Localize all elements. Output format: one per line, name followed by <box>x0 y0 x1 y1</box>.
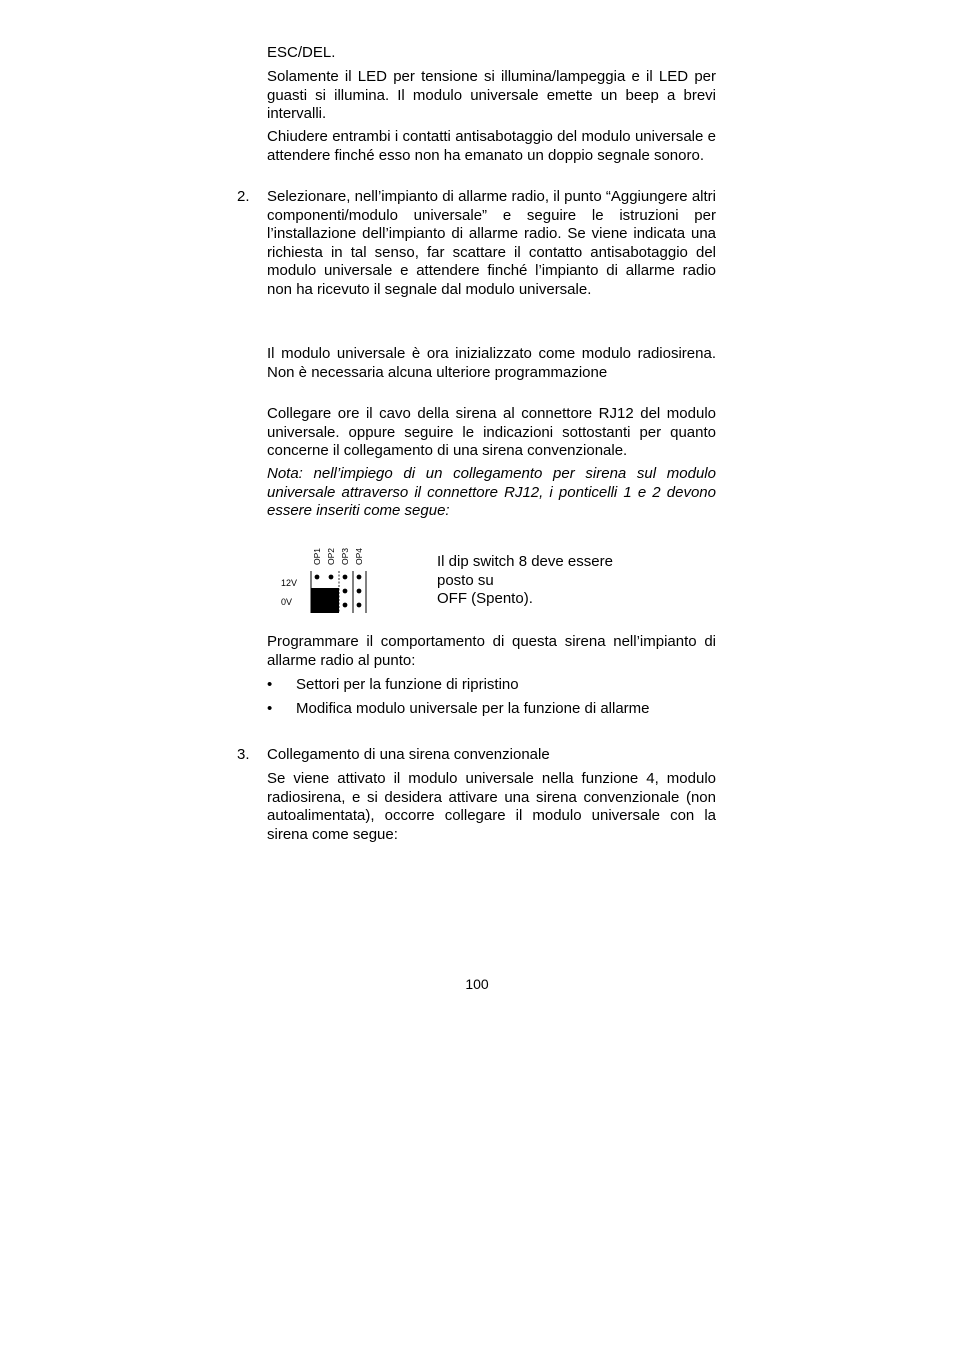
step-3-title: Collegamento di una sirena convenzionale <box>267 746 550 763</box>
esc-del-text: ESC/DEL. <box>267 44 336 61</box>
program-paragraph: Programmare il comportamento di questa sirena nell’impianto di allarme radio al punto: <box>267 633 716 669</box>
jumper-label-op3: OP3 <box>340 547 350 565</box>
note-paragraph: Nota: nell’impiego di un collegamento per sirena sul modulo universale attraverso il connettore RJ12, i ponticelli 1 e 2 devono essere inseriti come segue: <box>267 465 716 519</box>
dip-note-line-3: OFF (Spento). <box>437 590 533 607</box>
initialized-paragraph: Il modulo universale è ora inizializzato come modulo radiosirena. Non è necessaria alcuna ulteriore programmazione <box>267 345 716 381</box>
step-2-number: 2. <box>237 188 250 205</box>
step-2-paragraph: Selezionare, nell’impianto di allarme radio, il punto “Aggiungere altri componenti/modulo universale” e seguire le istruzioni per l’installazione dell’impianto di allarme radio. Se viene indicata una richiesta in tal senso, far scattare il contatto antisabotaggio del modulo universale e attendere finché l’impianto di allarme radio non ha ricevuto il segnale dal modulo universale. <box>267 188 716 298</box>
row-label-0v: 0V <box>281 597 293 607</box>
dip-switch-note <box>437 553 677 609</box>
bullet-item-allarme: Modifica modulo universale per la funzione di allarme <box>296 700 650 717</box>
bullet-icon: • <box>267 700 273 717</box>
jumper-label-op1: OP1 <box>312 547 322 565</box>
page-number: 100 <box>465 976 489 992</box>
jumper-label-op4: OP4 <box>354 547 364 565</box>
dip-note-line-1: Il dip switch 8 deve essere <box>437 553 613 570</box>
step-3-paragraph: Se viene attivato il modulo universale nella funzione 4, modulo radiosirena, e si desidera attivare una sirena convenzionale (non autoalimentata), occorre collegare il modulo universale con la sirena come segue: <box>267 770 716 843</box>
close-contacts-paragraph: Chiudere entrambi i contatti antisabotaggio del modulo universale e attendere finché esso non ha emanato un doppio segnale sonoro. <box>267 128 716 164</box>
jumper-block <box>311 588 339 613</box>
row-label-12v: 12V <box>281 578 298 588</box>
jumper-diagram <box>280 541 380 617</box>
connect-cable-paragraph: Collegare ore il cavo della sirena al connettore RJ12 del modulo universale. oppure seguire le indicazioni sottostanti per quanto concerne il collegamento di una sirena convenzionale. <box>267 405 716 459</box>
jumper-label-op2: OP2 <box>326 547 336 565</box>
dip-note-line-2: posto su <box>437 571 494 589</box>
step-3-number: 3. <box>237 746 250 763</box>
bullet-item-ripristino: Settori per la funzione di ripristino <box>296 676 519 693</box>
bullet-icon: • <box>267 676 273 693</box>
led-info-paragraph: Solamente il LED per tensione si illumina/lampeggia e il LED per guasti si illumina. Il modulo universale emette un beep a brevi intervalli. <box>267 68 716 122</box>
